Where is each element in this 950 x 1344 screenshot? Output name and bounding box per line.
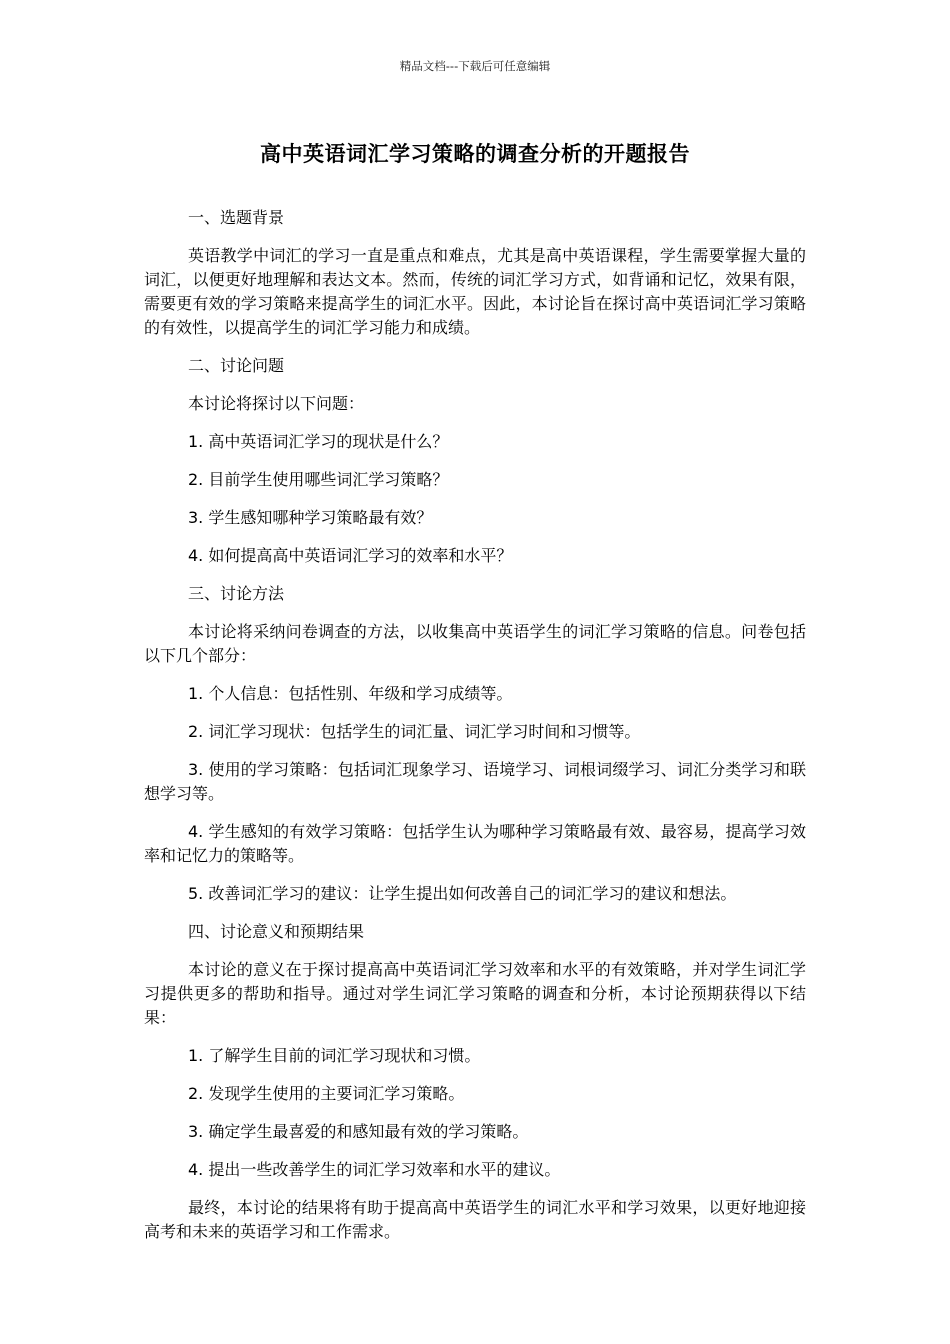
paragraph-significance: 本讨论的意义在于探讨提高高中英语词汇学习效率和水平的有效策略，并对学生词汇学习提供更多的帮助和指导。通过对学生词汇学习策略的调查和分析，本讨论预期获得以下结果： [144,960,806,1027]
list-item: 4. 学生感知的有效学习策略：包括学生认为哪种学习策略最有效、最容易，提高学习效率和记忆力的策略等。 [144,822,806,865]
list-item: 2. 发现学生使用的主要词汇学习策略。 [188,1084,465,1103]
document-body [144,206,806,1258]
list-item: 3. 确定学生最喜爱的和感知最有效的学习策略。 [188,1122,529,1141]
section-heading-methods: 三、讨论方法 [188,584,285,603]
list-item: 4. 提出一些改善学生的词汇学习效率和水平的建议。 [188,1160,561,1179]
list-item: 3. 使用的学习策略：包括词汇现象学习、语境学习、词根词缀学习、词汇分类学习和联想学习等。 [144,760,806,803]
section-heading-questions: 二、讨论问题 [188,356,285,375]
paragraph-background: 英语教学中词汇的学习一直是重点和难点，尤其是高中英语课程，学生需要掌握大量的词汇，以便更好地理解和表达文本。然而，传统的词汇学习方式，如背诵和记忆，效果有限，需要更有效的学习策略来提高学生的词汇水平。因此，本讨论旨在探讨高中英语词汇学习策略的有效性，以提高学生的词汇学习能力和成绩。 [144,246,806,337]
paragraph-conclusion: 最终，本讨论的结果将有助于提高高中英语学生的词汇水平和学习效果，以更好地迎接高考和未来的英语学习和工作需求。 [144,1198,806,1241]
section-heading-background: 一、选题背景 [188,208,285,227]
list-item: 1. 高中英语词汇学习的现状是什么？ [188,432,449,451]
section-heading-significance: 四、讨论意义和预期结果 [188,922,365,941]
list-item: 1. 了解学生目前的词汇学习现状和习惯。 [188,1046,481,1065]
paragraph-questions-intro: 本讨论将探讨以下问题： [188,394,365,413]
paragraph-methods: 本讨论将采纳问卷调查的方法，以收集高中英语学生的词汇学习策略的信息。问卷包括以下几个部分： [144,622,806,665]
document-title: 高中英语词汇学习策略的调查分析的开题报告 [260,142,690,166]
list-item: 3. 学生感知哪种学习策略最有效？ [188,508,433,527]
list-item: 1. 个人信息：包括性别、年级和学习成绩等。 [188,684,513,703]
list-item: 2. 词汇学习现状：包括学生的词汇量、词汇学习时间和习惯等。 [188,722,641,741]
header-note: 精品文档---下载后可任意编辑 [399,59,551,73]
list-item: 2. 目前学生使用哪些词汇学习策略？ [188,470,449,489]
list-item: 4. 如何提高高中英语词汇学习的效率和水平？ [188,546,513,565]
list-item: 5. 改善词汇学习的建议：让学生提出如何改善自己的词汇学习的建议和想法。 [188,884,737,903]
